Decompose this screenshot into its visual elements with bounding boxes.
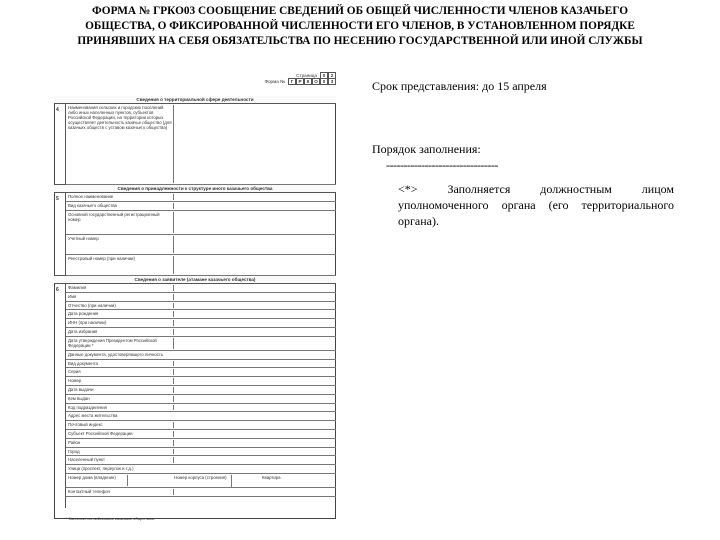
form-row-label: Серия — [68, 369, 174, 375]
form-row-label: Учетный номер — [68, 236, 174, 253]
form-row — [66, 104, 336, 185]
section-5-num: 5 — [56, 196, 59, 202]
form-row — [66, 465, 336, 474]
form-row-label: Район — [68, 440, 174, 446]
form-row-label: Номер — [68, 378, 174, 384]
form-cell: 3 — [328, 78, 336, 85]
form-row — [66, 337, 336, 351]
form-row-label: Кем выдан — [68, 396, 174, 402]
form-row-label: Контактный телефон — [68, 489, 174, 495]
form-row-label: Основной государственный регистрационный номер — [68, 212, 174, 233]
form-row-label: Адрес места жительства — [68, 413, 118, 419]
section-4-numcol — [54, 104, 66, 185]
form-row-label: Вид казачьего общества — [68, 203, 174, 209]
form-row — [66, 395, 336, 404]
form-row-label: Населенный пункт — [68, 457, 174, 463]
form-row — [66, 360, 336, 369]
title-line-1: ФОРМА № ГРКО03 СООБЩЕНИЕ СВЕДЕНИЙ ОБ ОБЩЕЙ ЧИСЛЕННОСТИ ЧЛЕНОВ КАЗАЧЬЕГО — [91, 5, 629, 17]
form-row — [66, 193, 336, 202]
form-row — [66, 404, 336, 413]
page-cell: 0 — [320, 72, 328, 79]
section-4-heading: Сведения о территориальной сфере деятельности — [54, 96, 336, 104]
form-row-label: Дата утверждения Президентом Российской Федерации * — [68, 338, 174, 349]
section-5-rows — [66, 193, 336, 276]
form-row — [66, 211, 336, 235]
form-row-label: Субъект Российской Федерации — [68, 431, 174, 437]
form-row — [66, 368, 336, 377]
title-line-2: ОБЩЕСТВА, О ФИКСИРОВАННОЙ ЧИСЛЕННОСТИ ЕГО ЧЛЕНОВ, В УСТАНОВЛЕННОМ ПОРЯДКЕ — [85, 20, 635, 32]
form-cell: О — [312, 78, 320, 85]
section-6-heading: Сведения о заявителе (атамане казачьего общества) — [54, 276, 336, 284]
page-label: Страница — [296, 73, 317, 78]
form-row — [66, 448, 336, 457]
section-4-num: 4 — [56, 107, 59, 113]
form-row — [66, 284, 336, 293]
form-row — [66, 488, 336, 497]
form-row — [66, 430, 336, 439]
section-4-rows — [66, 104, 336, 185]
form-code — [264, 78, 336, 85]
form-row-label: Улица (проспект, переулок и т.д.) — [68, 466, 134, 472]
form-cell: К — [304, 78, 312, 85]
form-row-label: Квартира — [262, 474, 281, 480]
deadline-text: Срок представления: до 15 апреля — [372, 79, 547, 93]
section-6-num: 6 — [56, 287, 59, 293]
form-row-label: Дата избрания — [68, 329, 174, 335]
form-row-label: Код подразделения — [68, 405, 174, 411]
title-line-3: ПРИНЯВШИХ НА СЕБЯ ОБЯЗАТЕЛЬСТВА ПО НЕСЕНИЮ ГОСУДАРСТВЕННОЙ ИЛИ ИНОЙ СЛУЖБЫ — [77, 35, 643, 47]
form-row-label: Номер корпуса (строения) — [174, 475, 232, 487]
filling-note: <*> Заполняется должностным лицом уполномоченного органа (его территориального органа). — [398, 182, 674, 228]
form-cells — [288, 78, 336, 85]
page-cell: 2 — [328, 72, 336, 79]
order-title: Порядок заполнения: — [372, 142, 481, 156]
section-5-numcol — [54, 193, 66, 276]
form-row — [66, 377, 336, 386]
form-row-label: Дата выдачи — [68, 387, 174, 393]
form-row — [66, 328, 336, 337]
section-6-numcol — [54, 284, 66, 508]
form-row-label: Отчество (при наличии) — [68, 303, 174, 309]
section-6-rows — [66, 284, 336, 497]
form-title — [4, 4, 716, 49]
form-row — [66, 293, 336, 302]
form-footnote: * Заполняется войсковым казачьим обществом. — [66, 516, 156, 521]
form-label: Форма № — [264, 79, 285, 84]
form-row — [66, 412, 336, 421]
form-row-label: Вид документа — [68, 361, 174, 367]
section-5-heading: Сведения о принадлежности к структуре иного казачьего общества — [54, 185, 336, 193]
form-cell: Г — [288, 78, 296, 85]
form-row — [66, 351, 336, 360]
form-row — [66, 456, 336, 465]
form-row — [66, 235, 336, 255]
form-row-label: Город — [68, 449, 174, 455]
form-row-label: Номер дома (владение) — [68, 475, 128, 486]
form-cell: 0 — [320, 78, 328, 85]
form-row-label: Полное наименование — [68, 194, 174, 200]
form-row-label: Реестровый номер (при наличии) — [68, 256, 174, 274]
form-row — [66, 255, 336, 276]
form-row-label: Имя — [68, 294, 174, 300]
form-row — [66, 319, 336, 328]
form-row-label: Почтовый индекс — [68, 422, 174, 428]
form-row — [66, 386, 336, 395]
form-image — [42, 70, 350, 530]
form-row-label: Данные документа, удостоверяющего личность — [68, 351, 164, 357]
form-row-label: Фамилия — [68, 285, 174, 291]
form-row — [66, 310, 336, 319]
form-row — [66, 474, 336, 488]
form-row-label: Наименования сельских и городских поселений либо иных населенных пунктов, субъектов Российской Федерации, на территории которых осуществляет деятельность казачье общество (для казачьих обществ с уставом казачьего общества) — [68, 105, 174, 183]
form-row-label: ИНН (при наличии) — [68, 320, 174, 326]
form-row — [66, 302, 336, 311]
separator-dashes: -------------------------------- — [386, 158, 498, 172]
form-cell: Р — [296, 78, 304, 85]
form-row — [66, 202, 336, 211]
form-row — [66, 439, 336, 448]
form-row-label: Дата рождения — [68, 311, 174, 317]
form-row — [66, 421, 336, 430]
